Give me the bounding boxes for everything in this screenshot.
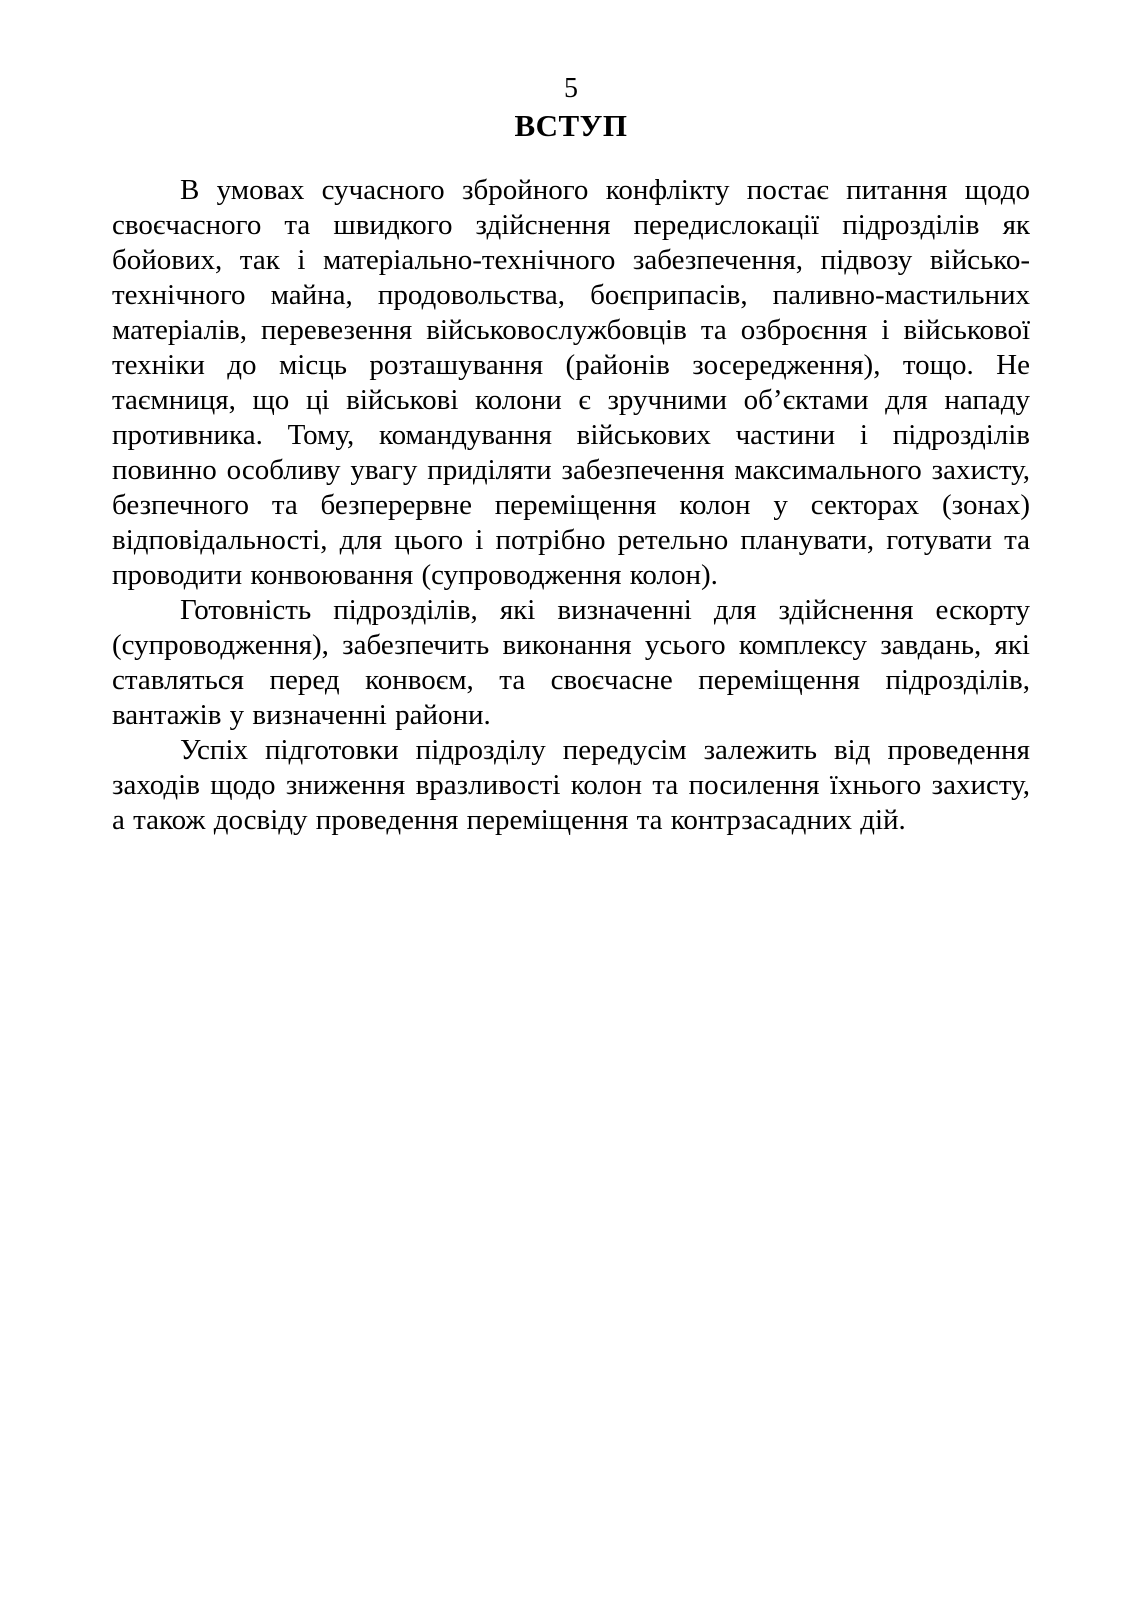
page-content (112, 173, 1030, 838)
paragraph-intro-3: Успіх підготовки підрозділу передусім залежить від проведення заходів щодо зниження вразливості колон та посилення їхнього захисту, а також досвіду проведення переміщення та контрзасадних дій. (112, 734, 1030, 836)
page-title: ВСТУП (514, 108, 628, 143)
page-number: 5 (564, 73, 578, 104)
paragraph-intro-2: Готовність підрозділів, які визначенні для здійснення ескорту (супроводження), забезпечить виконання усього комплексу завдань, які ставляться перед конвоєм, та своєчасне переміщення підрозділів, вантажів у визначенні райони. (112, 594, 1030, 731)
paragraph-intro-1: В умовах сучасного збройного конфлікту постає питання щодо своєчасного та швидкого здійснення передислокації підрозділів як бойових, так і матеріально-технічного забезпечення, підвозу військо-технічного майна, продовольства, боєприпасів, паливно-мастильних матеріалів, перевезення військовослужбовців та озброєння і військової техніки до місць розташування (районів зосередження), тощо. Не таємниця, що ці військові колони є зручними об’єктами для нападу противника. Тому, командування військових частини і підрозділів повинно особливу увагу приділяти забезпечення максимального захисту, безпечного та безперервне переміщення колон у секторах (зонах) відповідальності, для цього і потрібно ретельно планувати, готувати та проводити конвоювання (супроводження колон). (112, 174, 1030, 591)
